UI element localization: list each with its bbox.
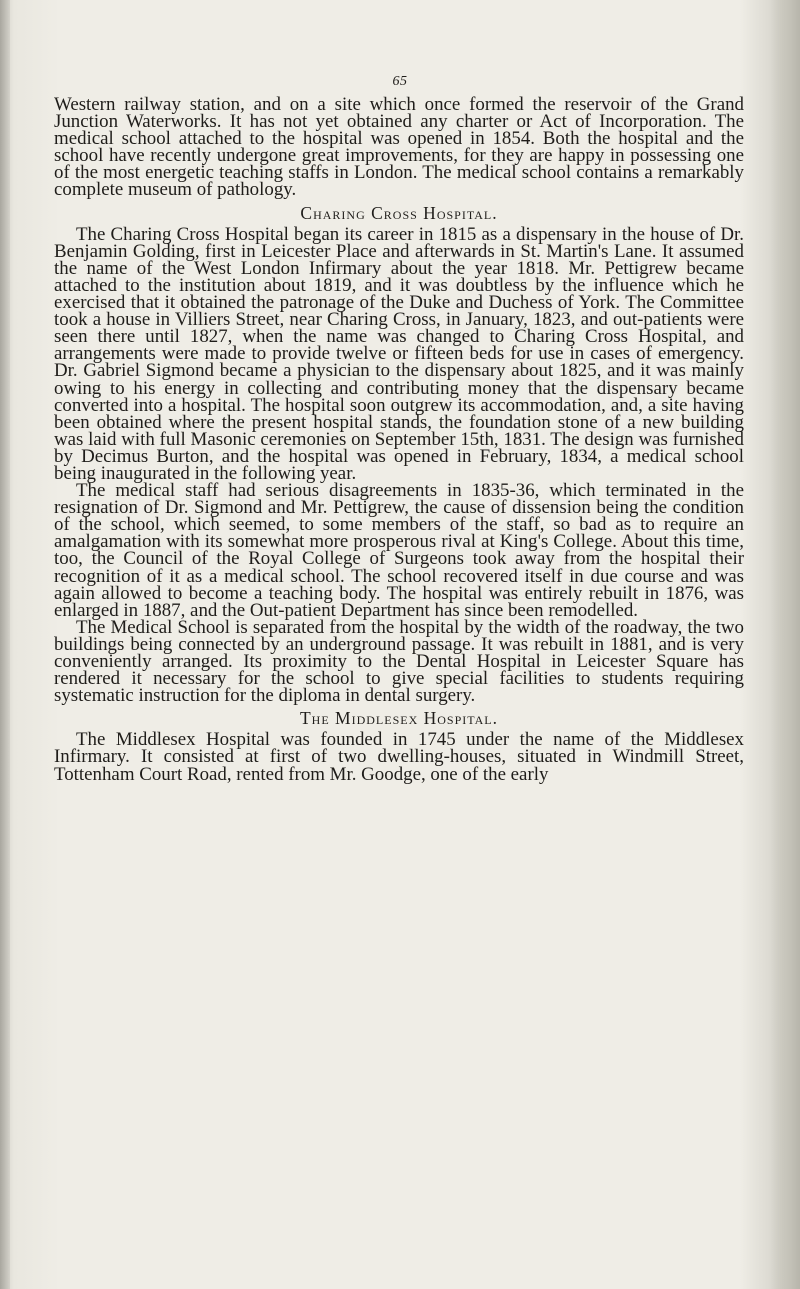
section-heading-charing-cross: Charing Cross Hospital. [300, 202, 498, 223]
page-edge-shadow [770, 0, 800, 1289]
paragraph: The Medical School is separated from the hospital by the width of the roadway, the two buildings being connected by an underground passage. It was rebuilt in 1881, and is very conveniently arranged. Its proximity to the Dental Hospital in Leicester Square has rendered it necessary for the school to give special facilities to students requiring systematic instruction for the diploma in dental surgery. [54, 616, 744, 707]
paragraph: The medical staff had serious disagreements in 1835-36, which terminated in the resignation of Dr. Sigmond and Mr. Pettigrew, the cause of dissension being the condition of the school, which seemed, to some members of the staff, so bad as to require an amalgamation with its somewhat more prosperous rival at King's College. About this time, too, the Council of the Royal College of Surgeons took away from the hospital their recognition of it as a medical school. The school recovered itself in due course and was again allowed to become a teaching body. The hospital was entirely rebuilt in 1876, was enlarged in 1887, and the Out-patient Department has since been remodelled. [54, 480, 744, 621]
page-number: 65 [392, 74, 408, 89]
section-heading-middlesex: The Middlesex Hospital. [299, 708, 499, 729]
paragraph: The Middlesex Hospital was founded in 1745 under the name of the Middlesex Infirmary. It consisted at first of two dwelling-houses, situated in Windmill Street, Tottenham Court Road, rented from Mr. Goodge, one of the early [54, 729, 744, 785]
page-binding-shadow [0, 0, 10, 1289]
paragraph: The Charing Cross Hospital began its career in 1815 as a dispensary in the house of Dr. Benjamin Golding, first in Leicester Place and afterwards in St. Martin's Lane. It assumed the name of the West London Infirmary about the year 1818. Mr. Pettigrew became attached to the institution about 1819, and it was doubtless by the influence which he exercised that it obtained the patronage of the Duke and Duchess of York. The Committee took a house in Villiers Street, near Charing Cross, in January, 1823, and out-patients were seen there until 1827, when the name was changed to Charing Cross Hospital, and arrangements were made to provide twelve or fifteen beds for use in cases of emergency. Dr. Gabriel Sigmond became a physician to the dispensary about 1825, and it was mainly owing to his energy in collecting and contributing money that the dispensary became converted into a hospital. The hospital soon outgrew its accommodation, and, a site having been obtained where the present hospital stands, the foundation stone of a new building was laid with full Masonic ceremonies on September 15th, 1831. The design was furnished by Decimus Burton, and the hospital was opened in February, 1834, a medical school being inaugurated in the following year. [54, 223, 744, 484]
intro-paragraph: Western railway station, and on a site which once formed the reservoir of the Grand Junction Waterworks. It has not yet obtained any charter or Act of Incorporation. The medical school attached to the hospital was opened in 1854. Both the hospital and the school have recently undergone great improvements, for they are happy in possessing one of the most energetic teaching staffs in London. The medical school contains a remarkably complete museum of pathology. [54, 94, 744, 201]
body-text [54, 96, 744, 783]
